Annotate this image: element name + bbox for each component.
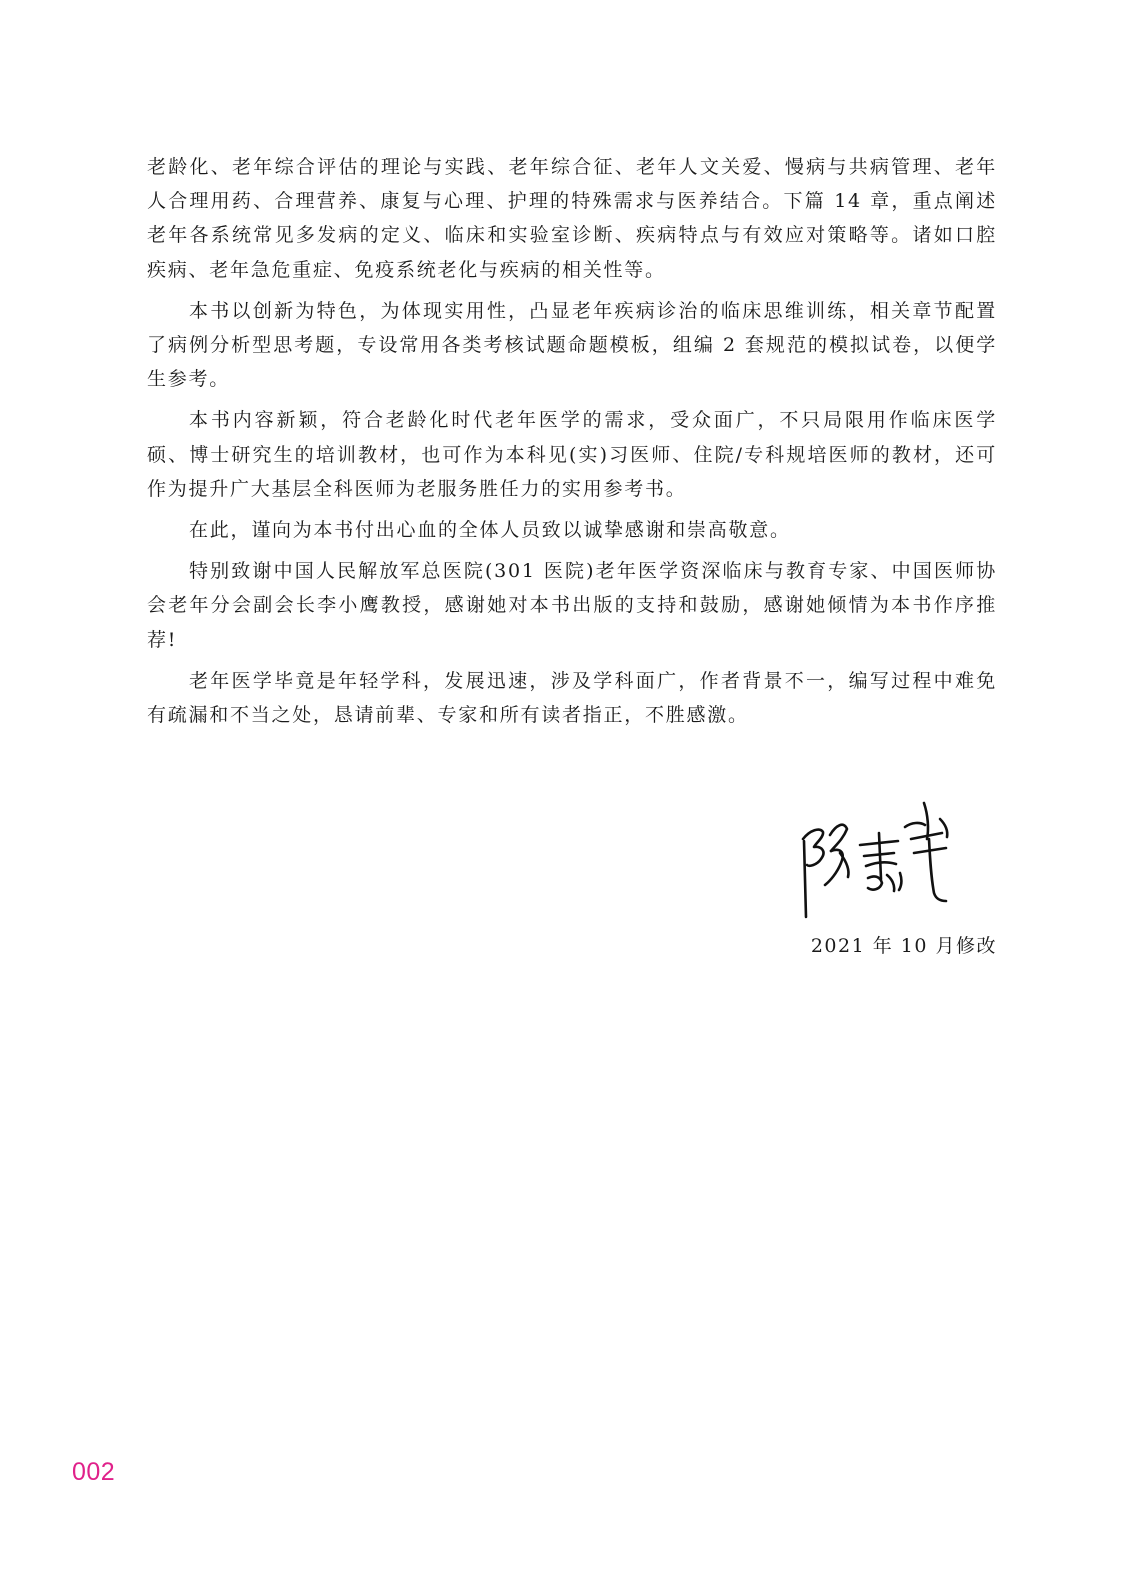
paragraph-5: 特别致谢中国人民解放军总医院(301 医院)老年医学资深临床与教育专家、中国医师协会老年分会副会长李小鹰教授，感谢她对本书出版的支持和鼓励，感谢她倾情为本书作序推荐! [147,560,997,651]
page-number: 002 [72,1458,116,1486]
paragraph-6: 老年医学毕竟是年轻学科，发展迅速，涉及学科面广，作者背景不一，编写过程中难免有疏漏和不当之处，恳请前辈、专家和所有读者指正，不胜感激。 [147,669,997,727]
revision-date: 2021 年 10 月修改 [810,935,997,957]
paragraph-2: 本书以创新为特色，为体现实用性，凸显老年疾病诊治的临床思维训练，相关章节配置了病例分析型思考题，专设常用各类考核试题命题模板，组编 2 套规范的模拟试卷，以便学生参考。 [147,299,997,391]
paragraph-1: 老龄化、老年综合评估的理论与实践、老年综合征、老年人文关爱、慢病与共病管理、老年人合理用药、合理营养、康复与心理、护理的特殊需求与医养结合。下篇 14 章，重点阐述老年各系统常见多发病的定义、临床和实验室诊断、疾病特点与有效应对策略等。诸如口腔疾病、老年急危重症、免疫系统老化与疾病的相关性等。 [147,156,997,281]
preface-body [147,150,997,739]
paragraph-4: 在此，谨向为本书付出心血的全体人员致以诚挚感谢和崇高敬意。 [189,519,791,542]
handwritten-signature-icon [790,795,960,925]
paragraph-3: 本书内容新颖，符合老龄化时代老年医学的需求，受众面广，不只局限用作临床医学硕、博士研究生的培训教材，也可作为本科见(实)习医师、住院/专科规培医师的教材，还可作为提升广大基层全科医师为老服务胜任力的实用参考书。 [147,409,997,500]
